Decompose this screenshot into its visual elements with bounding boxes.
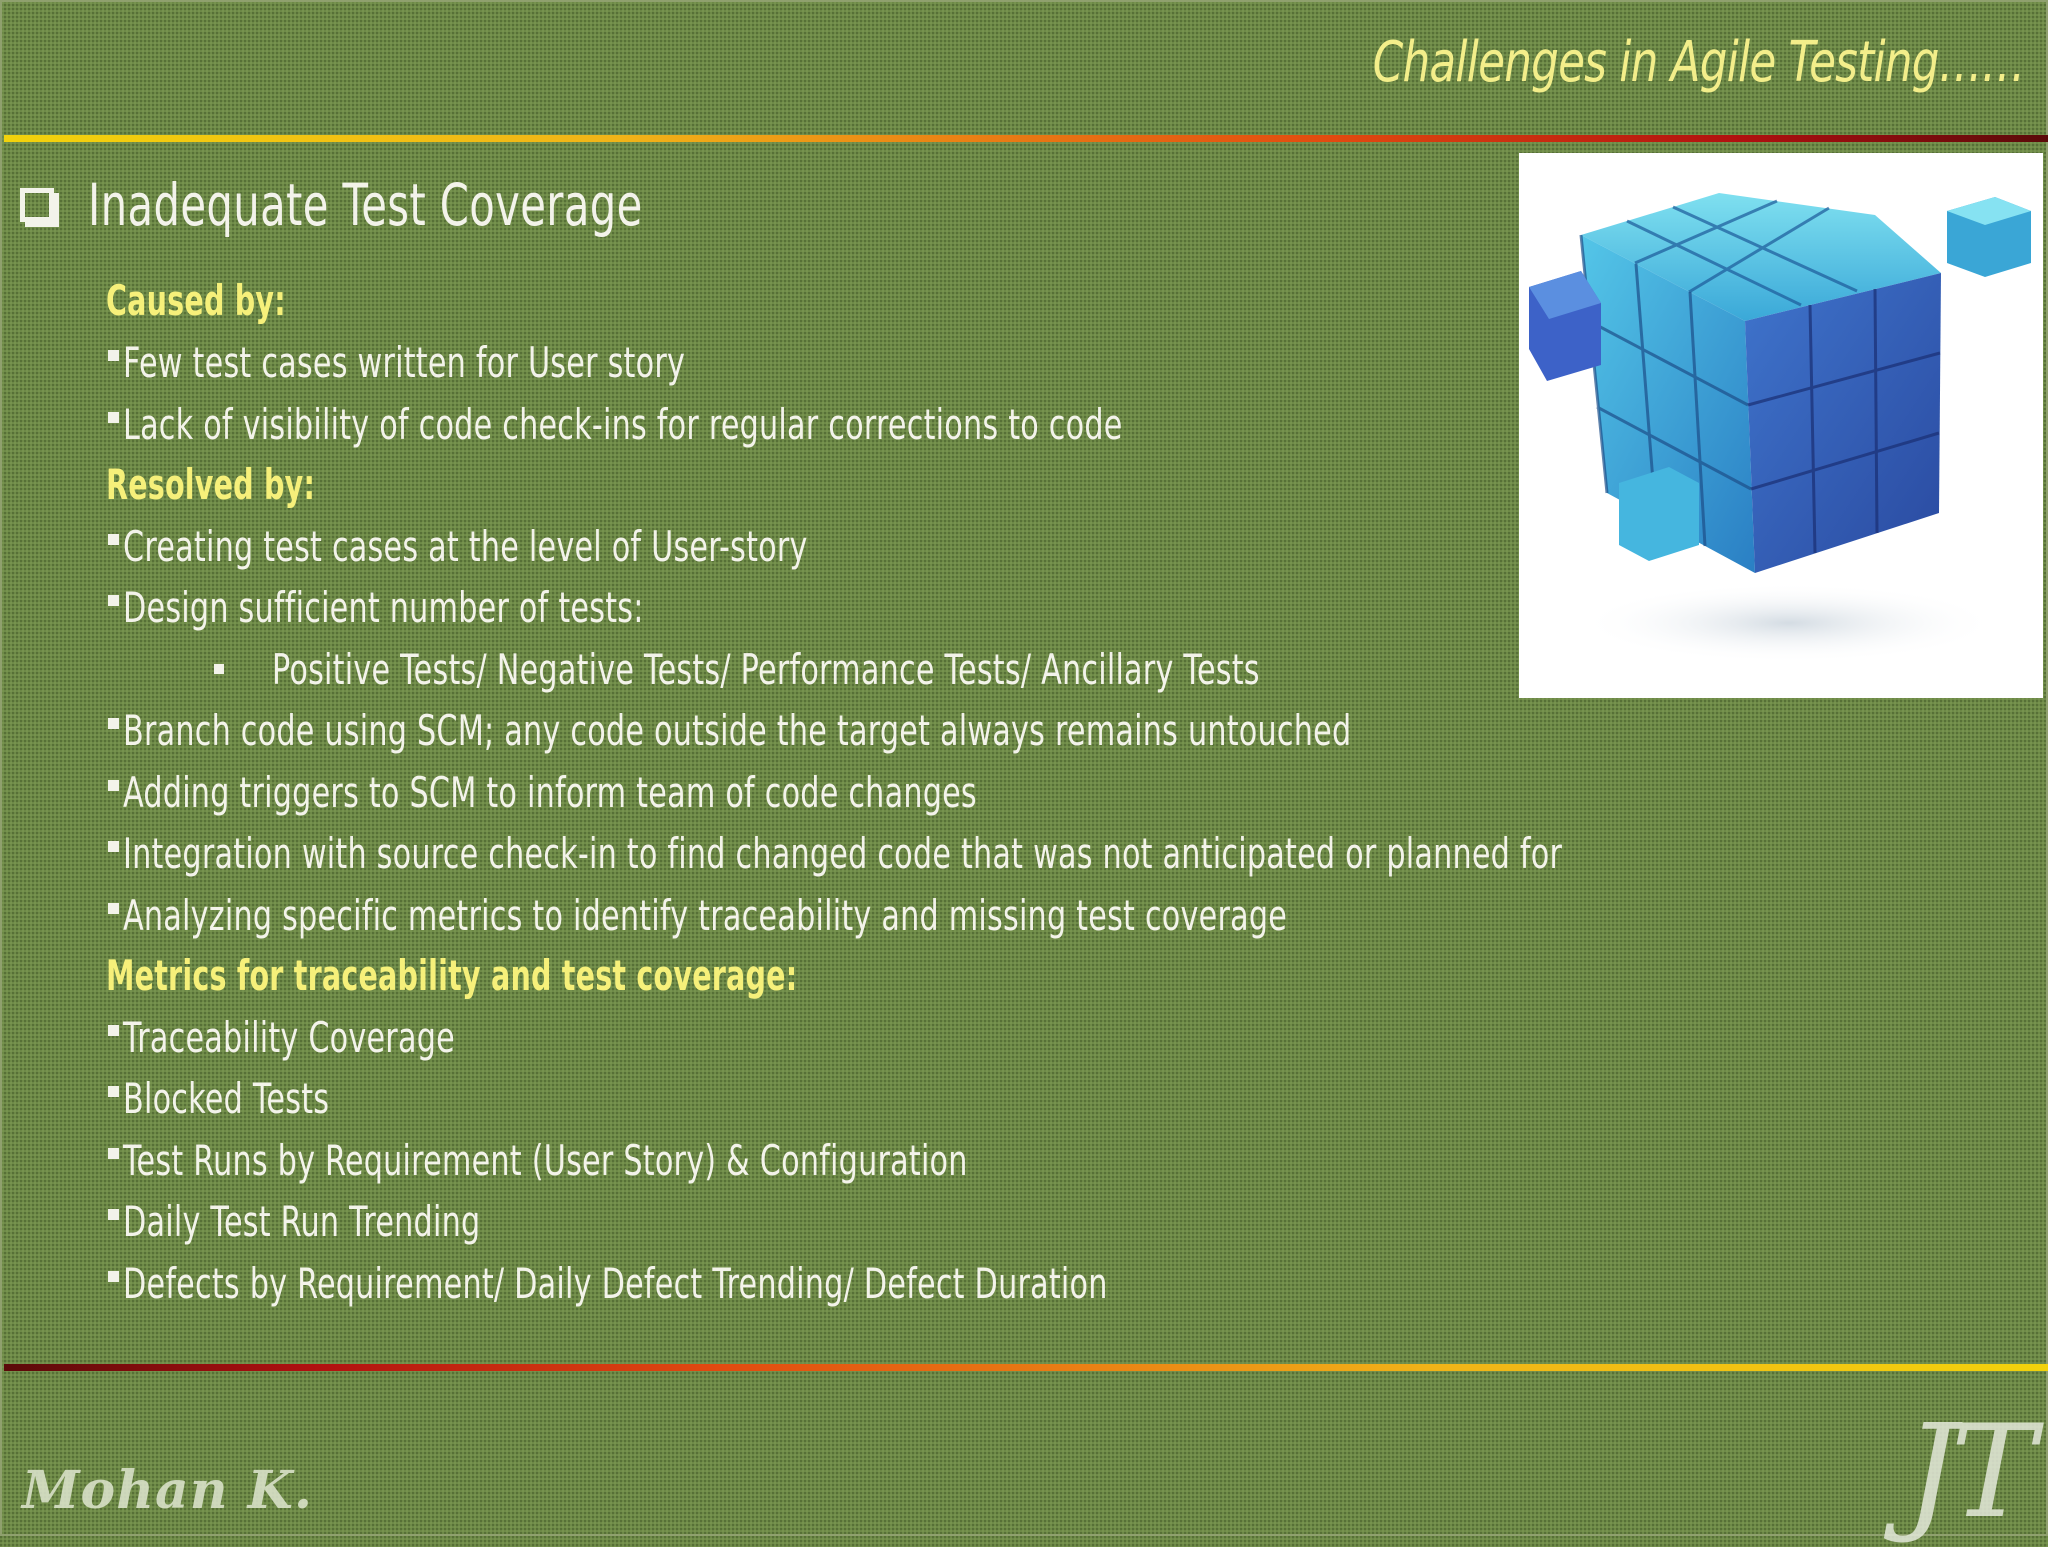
section-heading: Inadequate Test Coverage: [88, 171, 643, 239]
jt-logo: JT: [1905, 1398, 2030, 1547]
heading-row: [20, 170, 858, 240]
list-item: Adding triggers to SCM to inform team of code changes: [108, 764, 1309, 820]
binary-cube-image: [1519, 153, 2043, 698]
square-bullet-icon: [108, 1025, 119, 1036]
list-item: Daily Test Run Trending: [108, 1193, 619, 1249]
list-item: Defects by Requirement/ Daily Defect Trending/ Defect Duration: [108, 1255, 1491, 1311]
list-item: Lack of visibility of code check-ins for regular corrections to code: [108, 396, 1511, 452]
list-item: Creating test cases at the level of User-story: [108, 518, 1074, 574]
list-item: Analyzing specific metrics to identify traceability and missing test coverage: [108, 887, 1740, 943]
list-item: Test Runs by Requirement (User Story) & Configuration: [108, 1132, 1296, 1188]
list-item: Blocked Tests: [108, 1070, 409, 1126]
square-bullet-icon: [108, 1271, 119, 1282]
list-item: Branch code using SCM; any code outside the target always remains untouched: [108, 702, 1829, 758]
resolved-by-label: Resolved by:: [106, 459, 316, 509]
square-bullet-icon: [108, 534, 119, 545]
list-item: Design sufficient number of tests:: [108, 579, 846, 635]
slide-title: Challenges in Agile Testing……: [1372, 30, 2024, 95]
list-item: Traceability Coverage: [108, 1009, 584, 1065]
square-bullet-icon: [108, 1209, 119, 1220]
square-bullet-icon: [108, 1148, 119, 1159]
list-item: Integration with source check-in to find changed code that was not anticipated or planned for: [108, 825, 2048, 881]
square-bullet-icon: [108, 595, 119, 606]
square-bullet-icon: [108, 350, 119, 361]
square-bullet-icon: [108, 1086, 119, 1097]
author-signature: Mohan K.: [22, 1460, 313, 1521]
square-bullet-icon: [214, 664, 224, 674]
caused-by-label: Caused by:: [106, 275, 286, 325]
square-bullet-icon: [108, 841, 119, 852]
binary-cube-icon: [1519, 153, 2043, 698]
list-item: Few test cases written for User story: [108, 334, 904, 390]
square-bullet-icon: [108, 718, 119, 729]
top-divider: [4, 135, 2048, 142]
square-bullet-icon: [108, 412, 119, 423]
square-bullet-icon: [108, 903, 119, 914]
sub-list-item: Positive Tests/ Negative Tests/ Performance Tests/ Ancillary Tests: [214, 641, 1644, 697]
square-bullet-icon: [108, 780, 119, 791]
checkbox-bullet-icon: [20, 188, 54, 222]
metrics-label: Metrics for traceability and test coverage:: [106, 950, 798, 1000]
bottom-divider: [4, 1364, 2048, 1371]
